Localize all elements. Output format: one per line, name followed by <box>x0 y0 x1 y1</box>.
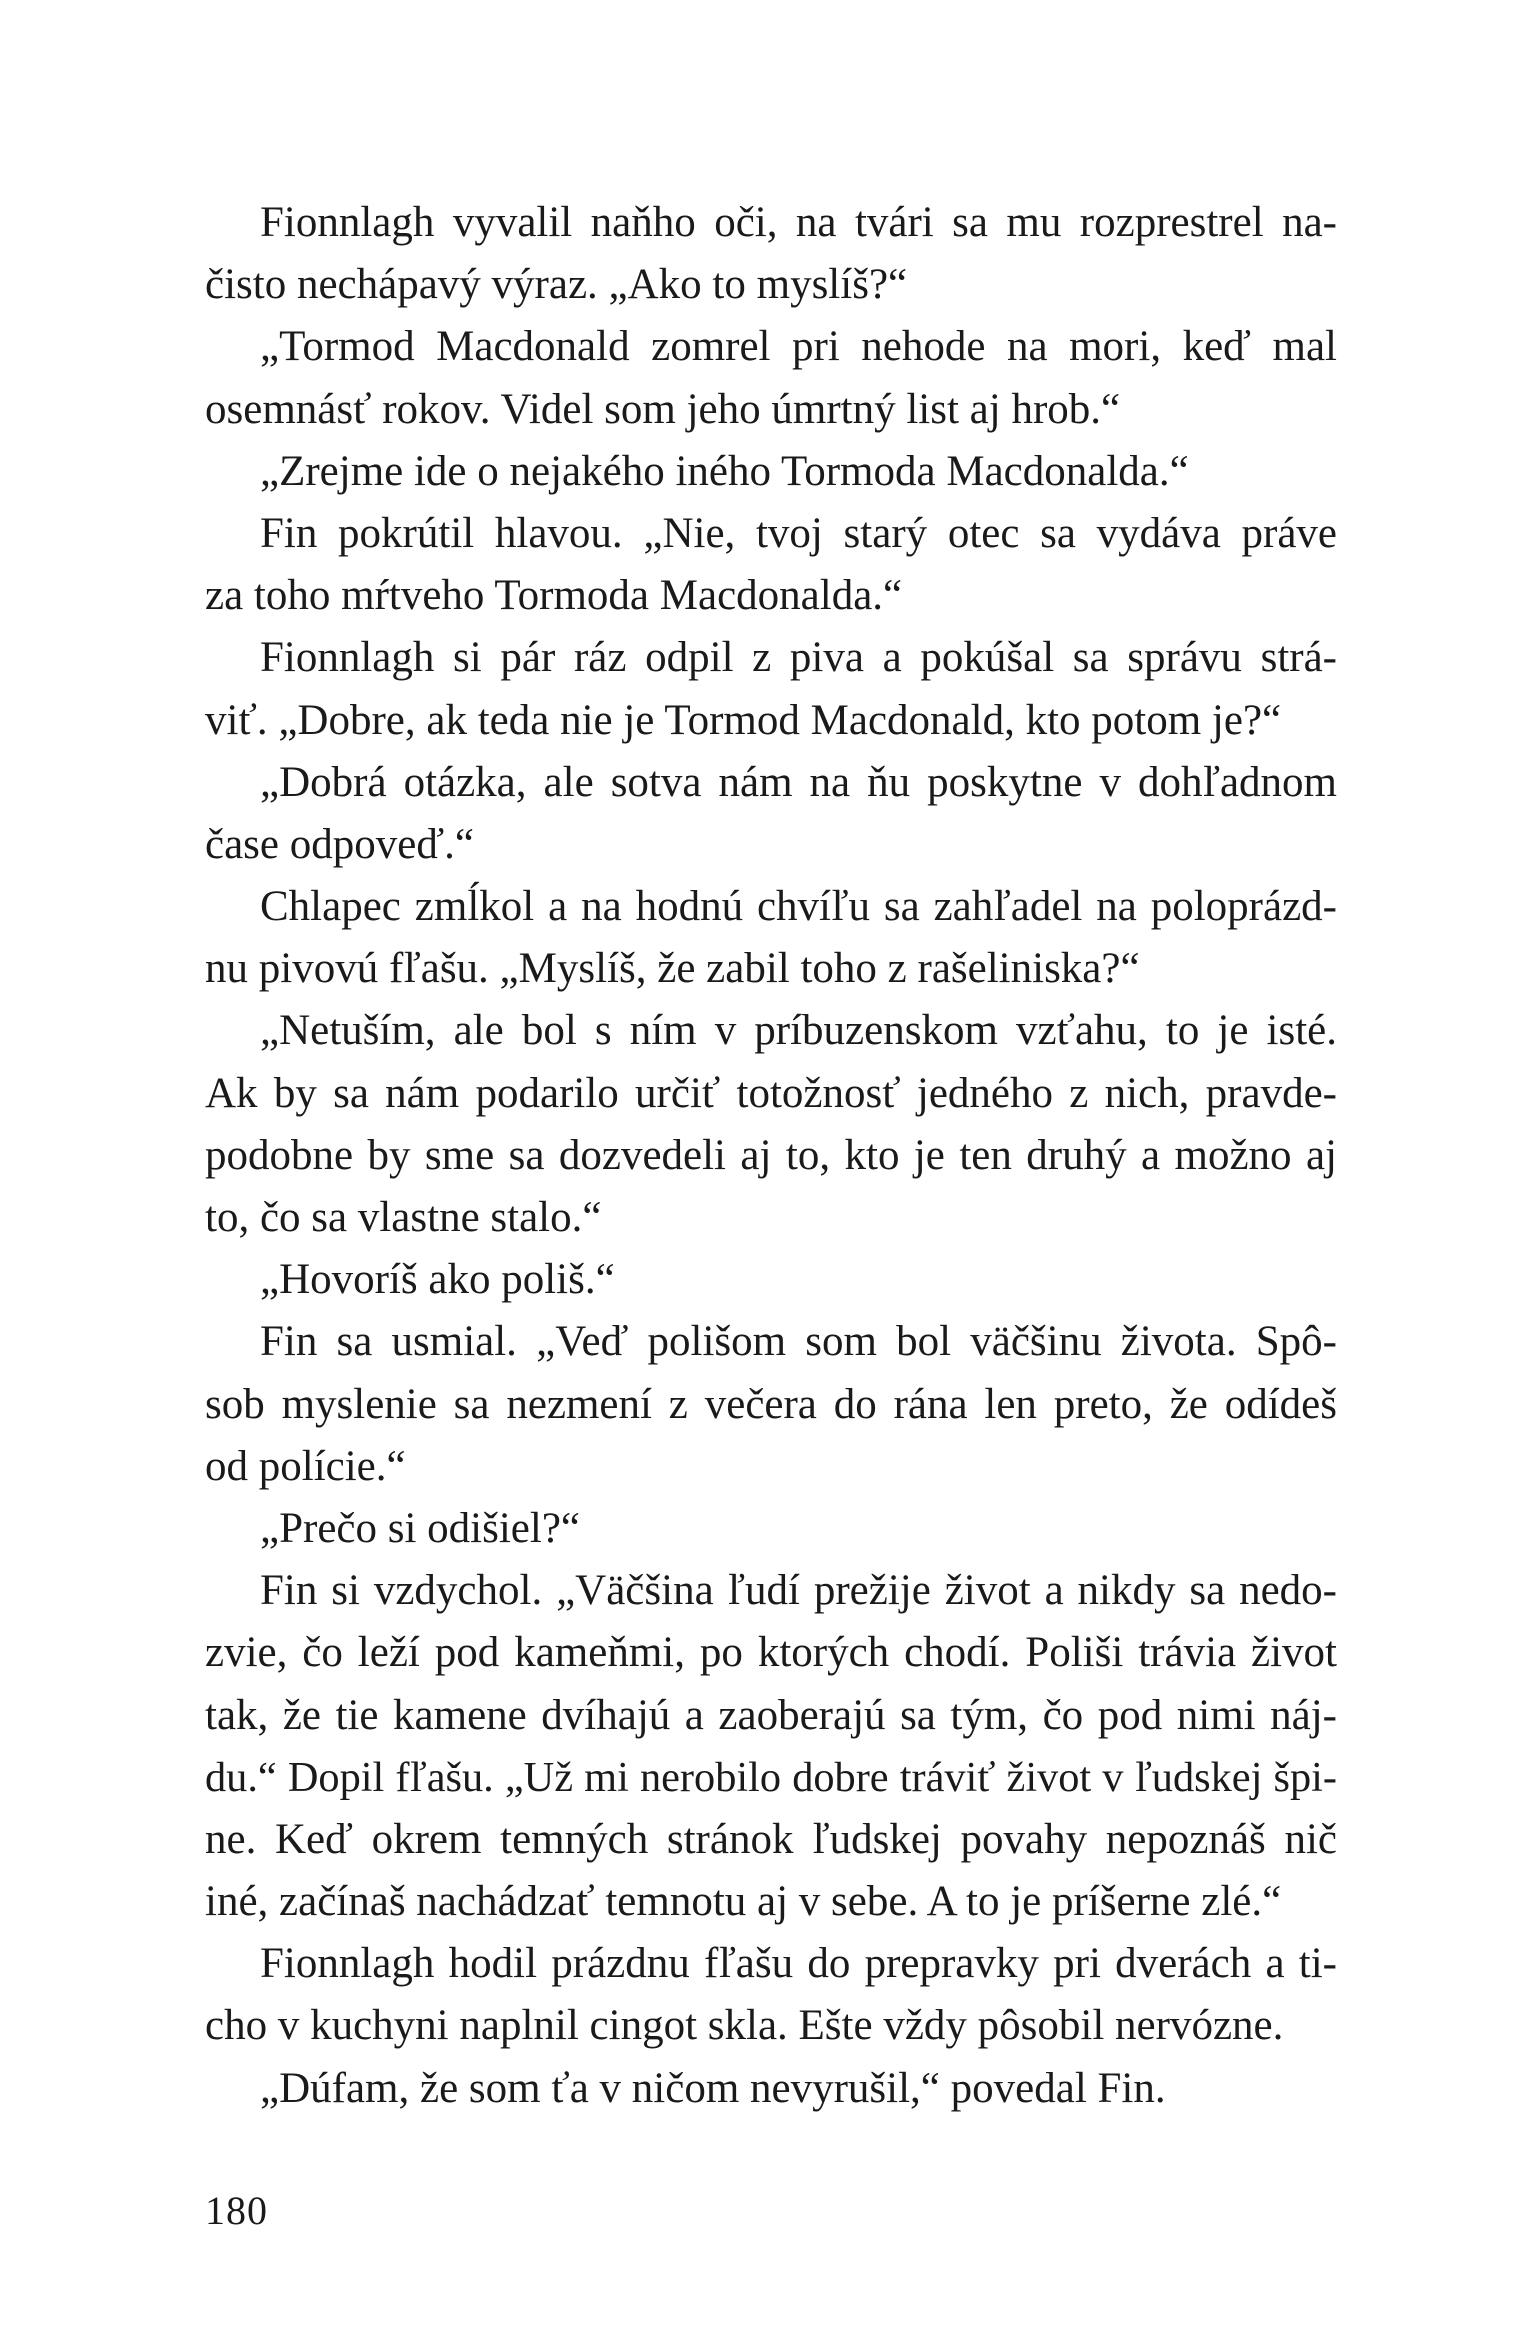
paragraph-first-line: „Hovoríš ako poliš.“ <box>260 1256 615 1304</box>
text-line: od polície.“ <box>205 1442 406 1490</box>
text-line: iné, začínaš nachádzať temnotu aj v sebe. A to je príšerne zlé.“ <box>205 1878 1282 1926</box>
paragraph-first-line: Fionnlagh si pár ráz odpil z piva a pokúšal sa správu strá- <box>260 634 1337 682</box>
paragraph-first-line: Fin si vzdychol. „Väčšina ľudí prežije život a nikdy sa nedo- <box>260 1567 1337 1615</box>
paragraph-first-line: Chlapec zmĺkol a na hodnú chvíľu sa zahľadel na poloprázd- <box>260 883 1337 931</box>
paragraph-first-line: „Netuším, ale bol s ním v príbuzenskom vzťahu, to je isté. <box>260 1007 1337 1055</box>
paragraph-first-line: „Dobrá otázka, ale sotva nám na ňu poskytne v dohľadnom <box>260 758 1337 806</box>
paragraph-first-line: „Tormod Macdonald zomrel pri nehode na mori, keď mal <box>260 323 1337 371</box>
text-line: za toho mŕtveho Tormoda Macdonalda.“ <box>205 572 903 620</box>
paragraph-first-line: „Dúfam, že som ťa v ničom nevyrušil,“ povedal Fin. <box>260 2064 1166 2112</box>
text-line: podobne by sme sa dozvedeli aj to, kto je ten druhý a možno aj <box>205 1131 1337 1179</box>
text-line: zvie, čo leží pod kameňmi, po ktorých chodí. Poliši trávia život <box>205 1629 1337 1677</box>
text-line: čase odpoveď.“ <box>205 820 474 868</box>
paragraph-first-line: „Prečo si odišiel?“ <box>260 1504 581 1552</box>
text-line: osemnásť rokov. Videl som jeho úmrtný list aj hrob.“ <box>205 385 1121 433</box>
paragraph-first-line: Fionnlagh hodil prázdnu fľašu do prepravky pri dverách a ti- <box>260 1940 1337 1988</box>
text-line: Ak by sa nám podarilo určiť totožnosť jedného z nich, pravde- <box>205 1069 1337 1117</box>
text-line: tak, že tie kamene dvíhajú a zaoberajú sa tým, čo pod nimi náj- <box>205 1691 1337 1739</box>
body-text <box>205 192 1337 2120</box>
page-number: 180 <box>205 2188 268 2233</box>
paragraph-first-line: Fin pokrútil hlavou. „Nie, tvoj starý otec sa vydáva práve <box>260 509 1337 557</box>
text-line: to, čo sa vlastne stalo.“ <box>205 1194 602 1241</box>
text-line: nu pivovú fľašu. „Myslíš, že zabil toho z rašeliniska?“ <box>205 945 1140 993</box>
text-line: sob myslenie sa nezmení z večera do rána len preto, že odídeš <box>205 1380 1337 1428</box>
text-line: cho v kuchyni naplnil cingot skla. Ešte vždy pôsobil nervózne. <box>205 2002 1284 2050</box>
text-line: viť. „Dobre, ak teda nie je Tormod Macdonald, kto potom je?“ <box>205 696 1282 744</box>
text-line: du.“ Dopil fľašu. „Už mi nerobilo dobre tráviť život v ľudskej špi- <box>205 1753 1337 1801</box>
paragraph-first-line: „Zrejme ide o nejakého iného Tormoda Macdonalda.“ <box>260 447 1189 495</box>
text-line: čisto nechápavý výraz. „Ako to myslíš?“ <box>205 261 908 309</box>
paragraph-first-line: Fin sa usmial. „Veď polišom som bol väčšinu života. Spô- <box>260 1318 1337 1366</box>
text-line: ne. Keď okrem temných stránok ľudskej povahy nepoznáš nič <box>205 1815 1337 1863</box>
paragraph-first-line: Fionnlagh vyvalil naňho oči, na tvári sa mu rozprestrel na- <box>260 199 1337 246</box>
